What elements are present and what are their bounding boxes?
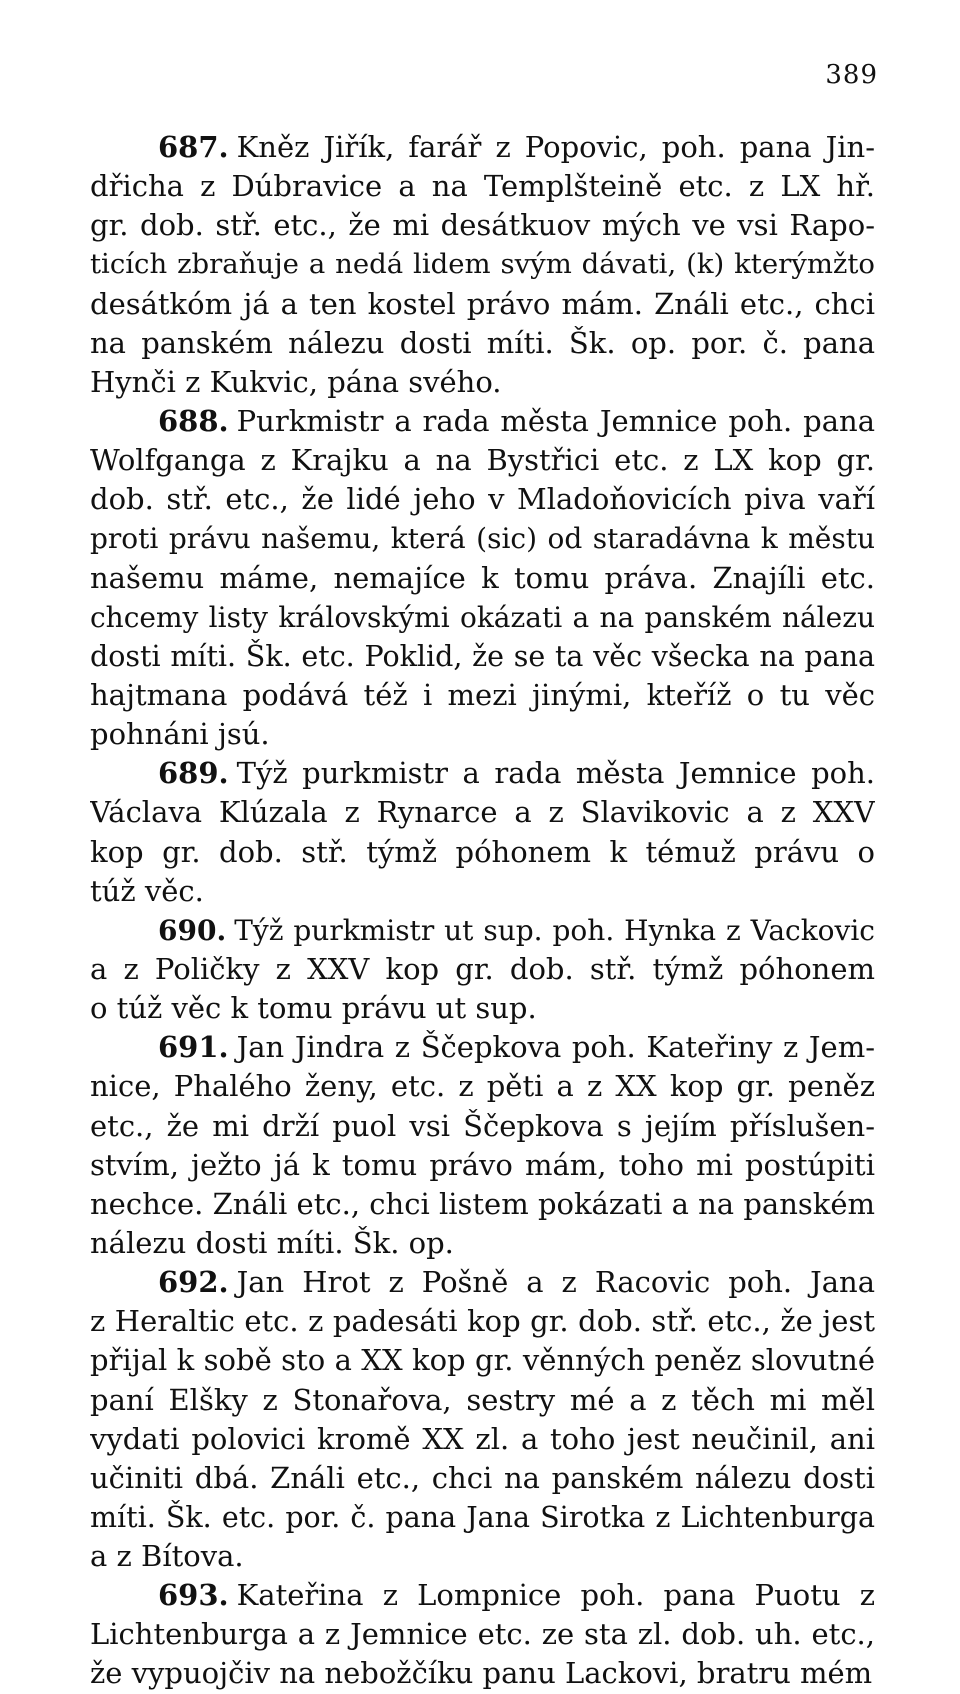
entry-text: Purkmistr a rada města Jemnice poh. pana: [236, 403, 875, 438]
entry-text: Jan Hrot z Pošně a z Racovic poh. Jana: [236, 1265, 875, 1300]
entry-text: na panském nálezu dosti míti. Šk. op. por. č. pana: [90, 325, 875, 360]
entry-line: [90, 715, 875, 754]
entry-number: 692.: [158, 1265, 229, 1300]
entry-line: [90, 637, 875, 676]
page-text: [90, 128, 875, 1694]
entry-first-line: [90, 754, 875, 793]
entry-line: [90, 1537, 875, 1576]
entry-line: [90, 1341, 875, 1380]
entry-text: vydati polovici kromě XX zl. a toho jest neučinil, ani: [90, 1421, 875, 1456]
entry-line: [90, 1107, 875, 1146]
entry-line: [90, 363, 875, 402]
entry-text: učiniti dbá. Ználi etc., chci na panském nálezu dosti: [90, 1460, 875, 1495]
entry-text: že vypuojčiv na nebožčíku panu Lackovi, bratru mém: [90, 1656, 873, 1691]
entry-text: ticích zbraňuje a nedá lidem svým dávati, (k) kterýmžto: [90, 248, 875, 281]
entry-text: dřicha z Dúbravice a na Templšteině etc. z LX hř.: [90, 169, 875, 204]
entry-line: [90, 559, 875, 598]
entry-text: Wolfganga z Krajku a na Bystřici etc. z LX kop gr.: [90, 443, 875, 478]
entry-first-line: [90, 1263, 875, 1302]
entry-line: [90, 1146, 875, 1185]
entry-text: a z Bítova.: [90, 1539, 244, 1574]
entry-line: [90, 324, 875, 363]
entry-text: desátkóm já a ten kostel právo mám. Ználi etc., chci: [90, 286, 875, 321]
entry-text: hajtmana podává též i mezi jinými, kteříž o tu věc: [90, 677, 875, 712]
entry-first-line: [90, 1576, 875, 1615]
entry-text: přijal k sobě sto a XX kop gr. věnných peněz slovutné: [90, 1343, 875, 1378]
entry-text: a z Poličky z XXV kop gr. dob. stř. týmž póhonem: [90, 951, 875, 986]
entry-text: etc., že mi drží puol vsi Ščepkova s jejím příslušen-: [90, 1108, 875, 1143]
entry-line: [90, 167, 875, 206]
entry-line: [90, 1459, 875, 1498]
entry-text: dob. stř. etc., že lidé jeho v Mladoňovicích piva vaří: [90, 482, 875, 517]
entry-line: [90, 1224, 875, 1263]
entry-text: našemu máme, nemajíce k tomu práva. Znajíli etc.: [90, 560, 875, 595]
entry-number: 687.: [158, 130, 229, 164]
entry-text: nálezu dosti míti. Šk. op.: [90, 1225, 454, 1260]
entry-text: chcemy listy královskými okázati a na panském nálezu: [90, 600, 875, 634]
entry-line: [90, 872, 875, 911]
entry-number: 690.: [158, 913, 227, 947]
entry-line: [90, 245, 875, 284]
entry-text: míti. Šk. etc. por. č. pana Jana Sirotka z Lichtenburga: [90, 1500, 875, 1534]
entry-line: [90, 519, 875, 558]
entry-text: Týž purkmistr ut sup. poh. Hynka z Vackovic: [234, 913, 875, 947]
entry-line: [90, 793, 875, 832]
entry-line: [90, 1381, 875, 1420]
entry-line: [90, 285, 875, 324]
entry-line: [90, 989, 875, 1028]
entry-line: [90, 1302, 875, 1341]
entry-text: Václava Klúzala z Rynarce a z Slavikovic a z XXV: [90, 795, 875, 830]
entry-text: kop gr. dob. stř. týmž póhonem k témuž právu o: [90, 834, 875, 869]
entry-line: [90, 1185, 875, 1224]
entry-first-line: [90, 911, 875, 950]
entry-line: [90, 1654, 875, 1693]
entry-text: nechce. Ználi etc., chci listem pokázati a na panském: [90, 1186, 875, 1221]
entry-number: 689.: [158, 756, 229, 791]
entry-text: z Heraltic etc. z padesáti kop gr. dob. stř. etc., že jest: [90, 1304, 875, 1339]
entry-text: dosti míti. Šk. etc. Poklid, že se ta věc všecka na pana: [90, 639, 875, 673]
entry-text: Lichtenburga a z Jemnice etc. ze sta zl. dob. uh. etc.,: [90, 1617, 875, 1652]
entry-text: paní Elšky z Stonařova, sestry mé a z těch mi měl: [90, 1382, 875, 1417]
entry-text: Týž purkmistr a rada města Jemnice poh.: [236, 756, 875, 791]
page-number: 389: [825, 60, 878, 90]
entry-line: [90, 441, 875, 480]
entry-line: [90, 950, 875, 989]
entry-first-line: [90, 1028, 875, 1067]
entry-text: o túž věc k tomu právu ut sup.: [90, 991, 537, 1026]
entry-text: Kněz Jiřík, farář z Popovic, poh. pana Jin-: [236, 130, 875, 164]
entry-text: túž věc.: [90, 873, 204, 908]
entry-number: 688.: [158, 403, 229, 438]
entry-text: Hynči z Kukvic, pána svého.: [90, 364, 502, 399]
entry-line: [90, 1498, 875, 1537]
entry-first-line: [90, 128, 875, 167]
entry-text: pohnáni jsú.: [90, 717, 270, 752]
entry-line: [90, 480, 875, 519]
entry-line: [90, 206, 875, 245]
entry-line: [90, 1420, 875, 1459]
entry-line: [90, 833, 875, 872]
entry-line: [90, 1067, 875, 1106]
entry-text: stvím, ježto já k tomu právo mám, toho mi postúpiti: [90, 1147, 875, 1182]
entry-text: nice, Phalého ženy, etc. z pěti a z XX kop gr. peněz: [90, 1069, 875, 1104]
entry-first-line: [90, 402, 875, 441]
entry-line: [90, 598, 875, 637]
entry-number: 693.: [158, 1578, 229, 1613]
entry-line: [90, 676, 875, 715]
entry-text: Jan Jindra z Ščepkova poh. Kateřiny z Jem-: [236, 1030, 875, 1065]
entry-text: proti právu našemu, která (sic) od staradávna k městu: [90, 522, 875, 556]
entry-number: 691.: [158, 1030, 229, 1065]
entry-text: gr. dob. stř. etc., že mi desátkuov mých ve vsi Rapo-: [90, 208, 875, 243]
entry-line: [90, 1615, 875, 1654]
entry-text: Kateřina z Lompnice poh. pana Puotu z: [236, 1578, 875, 1613]
